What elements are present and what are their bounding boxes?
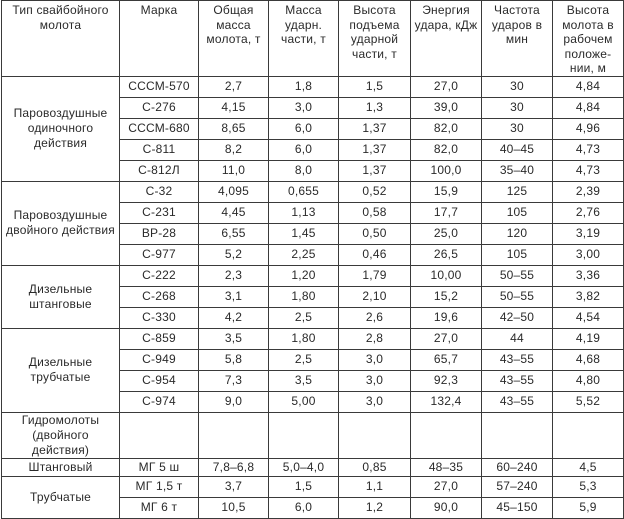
hammer-type-cell: Гидромолоты (двойного действия) (2, 412, 120, 458)
striking-mass-cell: 1,45 (269, 223, 339, 244)
total-mass-cell: 3,5 (199, 328, 269, 349)
striking-mass-cell: 6,0 (269, 118, 339, 139)
total-mass-cell: 8,65 (199, 118, 269, 139)
empty-cell (269, 412, 339, 458)
blow-rate-cell: 30 (482, 97, 553, 118)
brand-cell: МГ 1,5 т (120, 476, 199, 497)
working-height-cell: 4,54 (553, 307, 624, 328)
energy-cell: 19,6 (411, 307, 482, 328)
working-height-cell: 4,73 (553, 139, 624, 160)
energy-cell: 10,00 (411, 265, 482, 286)
blow-rate-cell: 43–55 (482, 370, 553, 391)
lift-height-cell: 1,2 (339, 497, 411, 518)
hammer-type-cell: Штанговый (2, 458, 120, 476)
blow-rate-cell: 60–240 (482, 458, 553, 476)
brand-cell: СССМ-570 (120, 76, 199, 97)
energy-cell: 15,9 (411, 181, 482, 202)
empty-cell (411, 412, 482, 458)
brand-cell: МГ 6 т (120, 497, 199, 518)
blow-rate-cell: 35–40 (482, 160, 553, 181)
energy-cell: 27,0 (411, 476, 482, 497)
header-impact-energy: Энергия удара, кДж (411, 1, 482, 77)
striking-mass-cell: 5,00 (269, 391, 339, 412)
table-row (2, 412, 624, 458)
total-mass-cell: 10,5 (199, 497, 269, 518)
working-height-cell: 4,84 (553, 97, 624, 118)
brand-cell: МГ 5 ш (120, 458, 199, 476)
energy-cell: 82,0 (411, 139, 482, 160)
blow-rate-cell: 43–55 (482, 391, 553, 412)
header-working-height: Высота молота в рабочем положе-нии, м (553, 1, 624, 77)
lift-height-cell: 1,3 (339, 97, 411, 118)
energy-cell: 39,0 (411, 97, 482, 118)
total-mass-cell: 9,0 (199, 391, 269, 412)
working-height-cell: 3,19 (553, 223, 624, 244)
total-mass-cell: 4,095 (199, 181, 269, 202)
energy-cell: 26,5 (411, 244, 482, 265)
working-height-cell: 4,84 (553, 76, 624, 97)
working-height-cell: 2,39 (553, 181, 624, 202)
striking-mass-cell: 5,0–4,0 (269, 458, 339, 476)
working-height-cell: 4,68 (553, 349, 624, 370)
working-height-cell: 5,52 (553, 391, 624, 412)
header-hammer-type: Тип свайбойного молота (2, 1, 120, 77)
blow-rate-cell: 45–150 (482, 497, 553, 518)
hammer-type-cell: Дизельные трубчатые (2, 328, 120, 412)
lift-height-cell: 0,52 (339, 181, 411, 202)
brand-cell: ВР-28 (120, 223, 199, 244)
striking-mass-cell: 2,5 (269, 349, 339, 370)
striking-mass-cell: 1,80 (269, 328, 339, 349)
brand-cell: С-859 (120, 328, 199, 349)
empty-cell (339, 412, 411, 458)
table-row (2, 328, 624, 349)
striking-mass-cell: 3,5 (269, 370, 339, 391)
total-mass-cell: 5,8 (199, 349, 269, 370)
header-striking-mass: Масса ударн. части, т (269, 1, 339, 77)
blow-rate-cell: 40–45 (482, 139, 553, 160)
blow-rate-cell: 50–55 (482, 265, 553, 286)
energy-cell: 25,0 (411, 223, 482, 244)
total-mass-cell: 5,2 (199, 244, 269, 265)
lift-height-cell: 2,6 (339, 307, 411, 328)
header-total-mass: Общая масса молота, т (199, 1, 269, 77)
energy-cell: 65,7 (411, 349, 482, 370)
header-lift-height: Высота подъема ударной части, т (339, 1, 411, 77)
total-mass-cell: 3,1 (199, 286, 269, 307)
striking-mass-cell: 6,0 (269, 139, 339, 160)
blow-rate-cell: 105 (482, 244, 553, 265)
striking-mass-cell: 1,80 (269, 286, 339, 307)
energy-cell: 92,3 (411, 370, 482, 391)
lift-height-cell: 3,0 (339, 370, 411, 391)
energy-cell: 27,0 (411, 76, 482, 97)
total-mass-cell: 11,0 (199, 160, 269, 181)
striking-mass-cell: 2,25 (269, 244, 339, 265)
blow-rate-cell: 42–50 (482, 307, 553, 328)
lift-height-cell: 3,0 (339, 391, 411, 412)
working-height-cell: 3,36 (553, 265, 624, 286)
brand-cell: С-268 (120, 286, 199, 307)
energy-cell: 90,0 (411, 497, 482, 518)
brand-cell: С-954 (120, 370, 199, 391)
header-blow-rate: Частота ударов в мин (482, 1, 553, 77)
working-height-cell: 4,73 (553, 160, 624, 181)
blow-rate-cell: 30 (482, 118, 553, 139)
total-mass-cell: 2,3 (199, 265, 269, 286)
working-height-cell: 3,82 (553, 286, 624, 307)
table-row (2, 181, 624, 202)
empty-cell (482, 412, 553, 458)
blow-rate-cell: 43–55 (482, 349, 553, 370)
energy-cell: 132,4 (411, 391, 482, 412)
blow-rate-cell: 105 (482, 202, 553, 223)
lift-height-cell: 2,8 (339, 328, 411, 349)
working-height-cell: 4,19 (553, 328, 624, 349)
lift-height-cell: 2,10 (339, 286, 411, 307)
empty-cell (553, 412, 624, 458)
energy-cell: 100,0 (411, 160, 482, 181)
table-row (2, 458, 624, 476)
hammer-type-cell: Дизельные штанговые (2, 265, 120, 328)
blow-rate-cell: 125 (482, 181, 553, 202)
working-height-cell: 4,96 (553, 118, 624, 139)
brand-cell: С-32 (120, 181, 199, 202)
lift-height-cell: 1,1 (339, 476, 411, 497)
total-mass-cell: 7,8–6,8 (199, 458, 269, 476)
empty-cell (199, 412, 269, 458)
table-row (2, 476, 624, 497)
brand-cell: СССМ-680 (120, 118, 199, 139)
brand-cell: С-812Л (120, 160, 199, 181)
lift-height-cell: 1,37 (339, 160, 411, 181)
blow-rate-cell: 50–55 (482, 286, 553, 307)
total-mass-cell: 4,2 (199, 307, 269, 328)
brand-cell: С-811 (120, 139, 199, 160)
lift-height-cell: 0,85 (339, 458, 411, 476)
lift-height-cell: 1,5 (339, 76, 411, 97)
total-mass-cell: 8,2 (199, 139, 269, 160)
header-row (2, 1, 624, 77)
energy-cell: 48–35 (411, 458, 482, 476)
hammer-type-cell: Трубчатые (2, 476, 120, 518)
lift-height-cell: 1,37 (339, 139, 411, 160)
blow-rate-cell: 30 (482, 76, 553, 97)
lift-height-cell: 1,79 (339, 265, 411, 286)
total-mass-cell: 6,55 (199, 223, 269, 244)
working-height-cell: 2,76 (553, 202, 624, 223)
striking-mass-cell: 3,0 (269, 97, 339, 118)
blow-rate-cell: 120 (482, 223, 553, 244)
lift-height-cell: 1,37 (339, 118, 411, 139)
lift-height-cell: 0,50 (339, 223, 411, 244)
energy-cell: 17,7 (411, 202, 482, 223)
energy-cell: 27,0 (411, 328, 482, 349)
energy-cell: 15,2 (411, 286, 482, 307)
working-height-cell: 5,3 (553, 476, 624, 497)
lift-height-cell: 3,0 (339, 349, 411, 370)
lift-height-cell: 0,58 (339, 202, 411, 223)
striking-mass-cell: 8,0 (269, 160, 339, 181)
energy-cell: 82,0 (411, 118, 482, 139)
lift-height-cell: 0,46 (339, 244, 411, 265)
blow-rate-cell: 57–240 (482, 476, 553, 497)
brand-cell: С-330 (120, 307, 199, 328)
brand-cell: С-276 (120, 97, 199, 118)
striking-mass-cell: 2,5 (269, 307, 339, 328)
total-mass-cell: 7,3 (199, 370, 269, 391)
total-mass-cell: 3,7 (199, 476, 269, 497)
working-height-cell: 4,5 (553, 458, 624, 476)
striking-mass-cell: 6,0 (269, 497, 339, 518)
brand-cell: С-222 (120, 265, 199, 286)
striking-mass-cell: 1,20 (269, 265, 339, 286)
total-mass-cell: 4,15 (199, 97, 269, 118)
hammer-type-cell: Паровоздушные двойного действия (2, 181, 120, 265)
working-height-cell: 3,00 (553, 244, 624, 265)
brand-cell: С-949 (120, 349, 199, 370)
working-height-cell: 5,9 (553, 497, 624, 518)
brand-cell: С-977 (120, 244, 199, 265)
empty-cell (120, 412, 199, 458)
table-row (2, 265, 624, 286)
table-body (2, 76, 624, 518)
brand-cell: С-974 (120, 391, 199, 412)
striking-mass-cell: 0,655 (269, 181, 339, 202)
striking-mass-cell: 1,5 (269, 476, 339, 497)
hammer-specs-table (1, 0, 624, 519)
brand-cell: С-231 (120, 202, 199, 223)
table-row (2, 76, 624, 97)
working-height-cell: 4,80 (553, 370, 624, 391)
hammer-type-cell: Паровоздушные одиночного действия (2, 76, 120, 181)
header-brand: Марка (120, 1, 199, 77)
total-mass-cell: 4,45 (199, 202, 269, 223)
striking-mass-cell: 1,8 (269, 76, 339, 97)
total-mass-cell: 2,7 (199, 76, 269, 97)
striking-mass-cell: 1,13 (269, 202, 339, 223)
blow-rate-cell: 44 (482, 328, 553, 349)
